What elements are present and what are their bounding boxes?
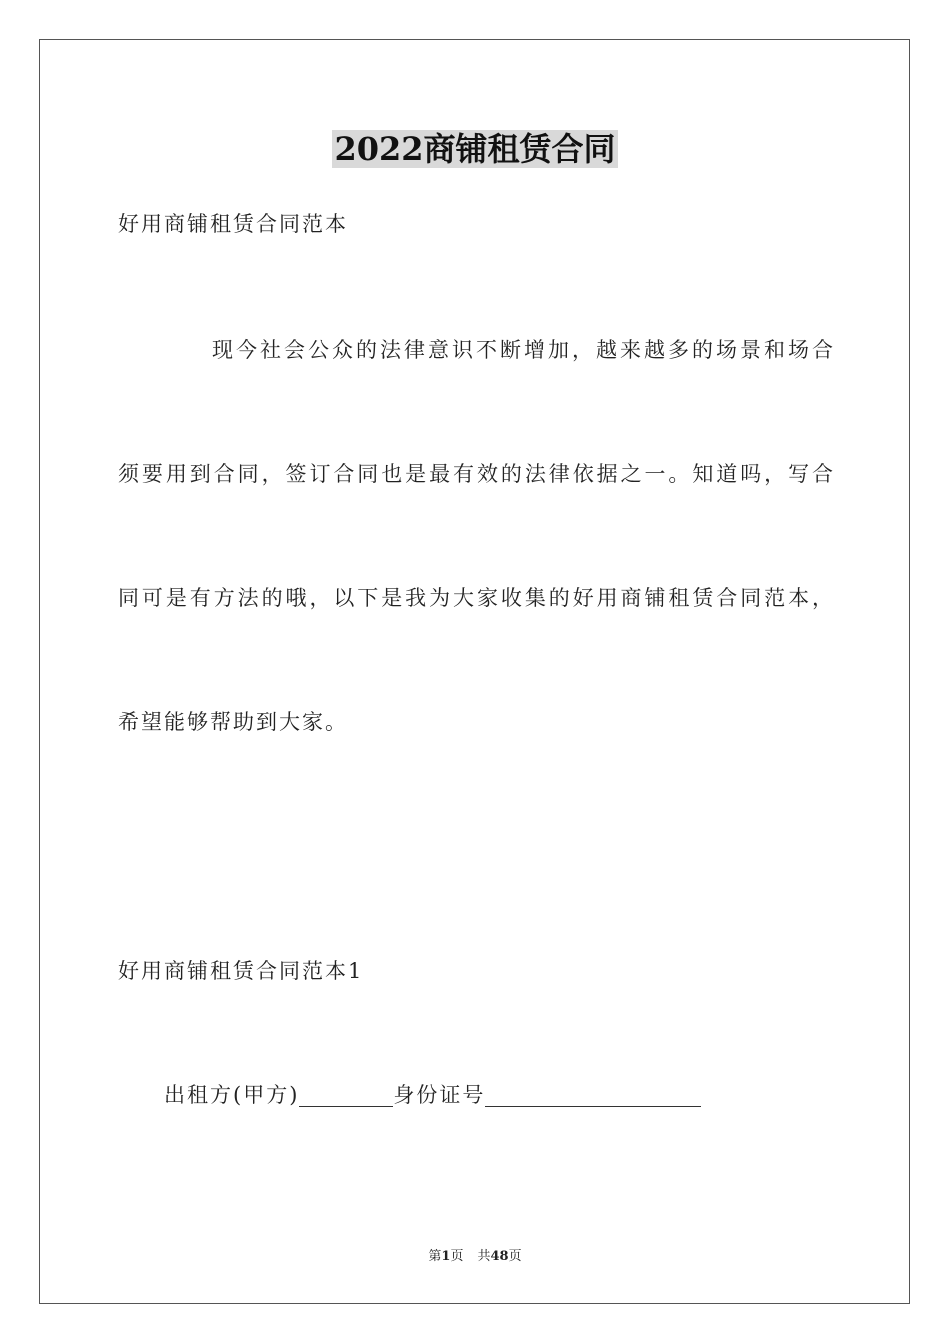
intro-line-1: 现今社会公众的法律意识不断增加，越来越多的场景和场合 (212, 338, 833, 362)
intro-line-4: 希望能够帮助到大家。 (118, 710, 348, 734)
footer-page-suffix: 页 (450, 1249, 464, 1264)
section-heading: 好用商铺租赁合同范本1 (118, 959, 364, 983)
footer-page-prefix: 第 (428, 1249, 442, 1264)
document-title (0, 128, 950, 170)
footer-page-number: 1 (441, 1249, 451, 1264)
footer-total-prefix: 共 (477, 1249, 491, 1264)
lessor-name-blank (299, 1084, 393, 1107)
document-title-text: 2022商铺租赁合同 (334, 130, 616, 168)
footer-total-pages: 48 (490, 1249, 509, 1264)
document-subtitle: 好用商铺租赁合同范本 (118, 212, 348, 236)
id-number-blank (485, 1084, 701, 1107)
page-footer (0, 1248, 950, 1266)
intro-line-2: 须要用到合同，签订合同也是最有效的法律依据之一。知道吗，写合 (118, 462, 833, 486)
lessor-label: 出租方(甲方) (164, 1083, 300, 1107)
lessor-field-row (164, 1081, 701, 1109)
footer-total-suffix: 页 (508, 1249, 522, 1264)
id-number-label: 身份证号 (393, 1083, 486, 1107)
intro-line-3: 同可是有方法的哦，以下是我为大家收集的好用商铺租赁合同范本， (118, 586, 833, 610)
